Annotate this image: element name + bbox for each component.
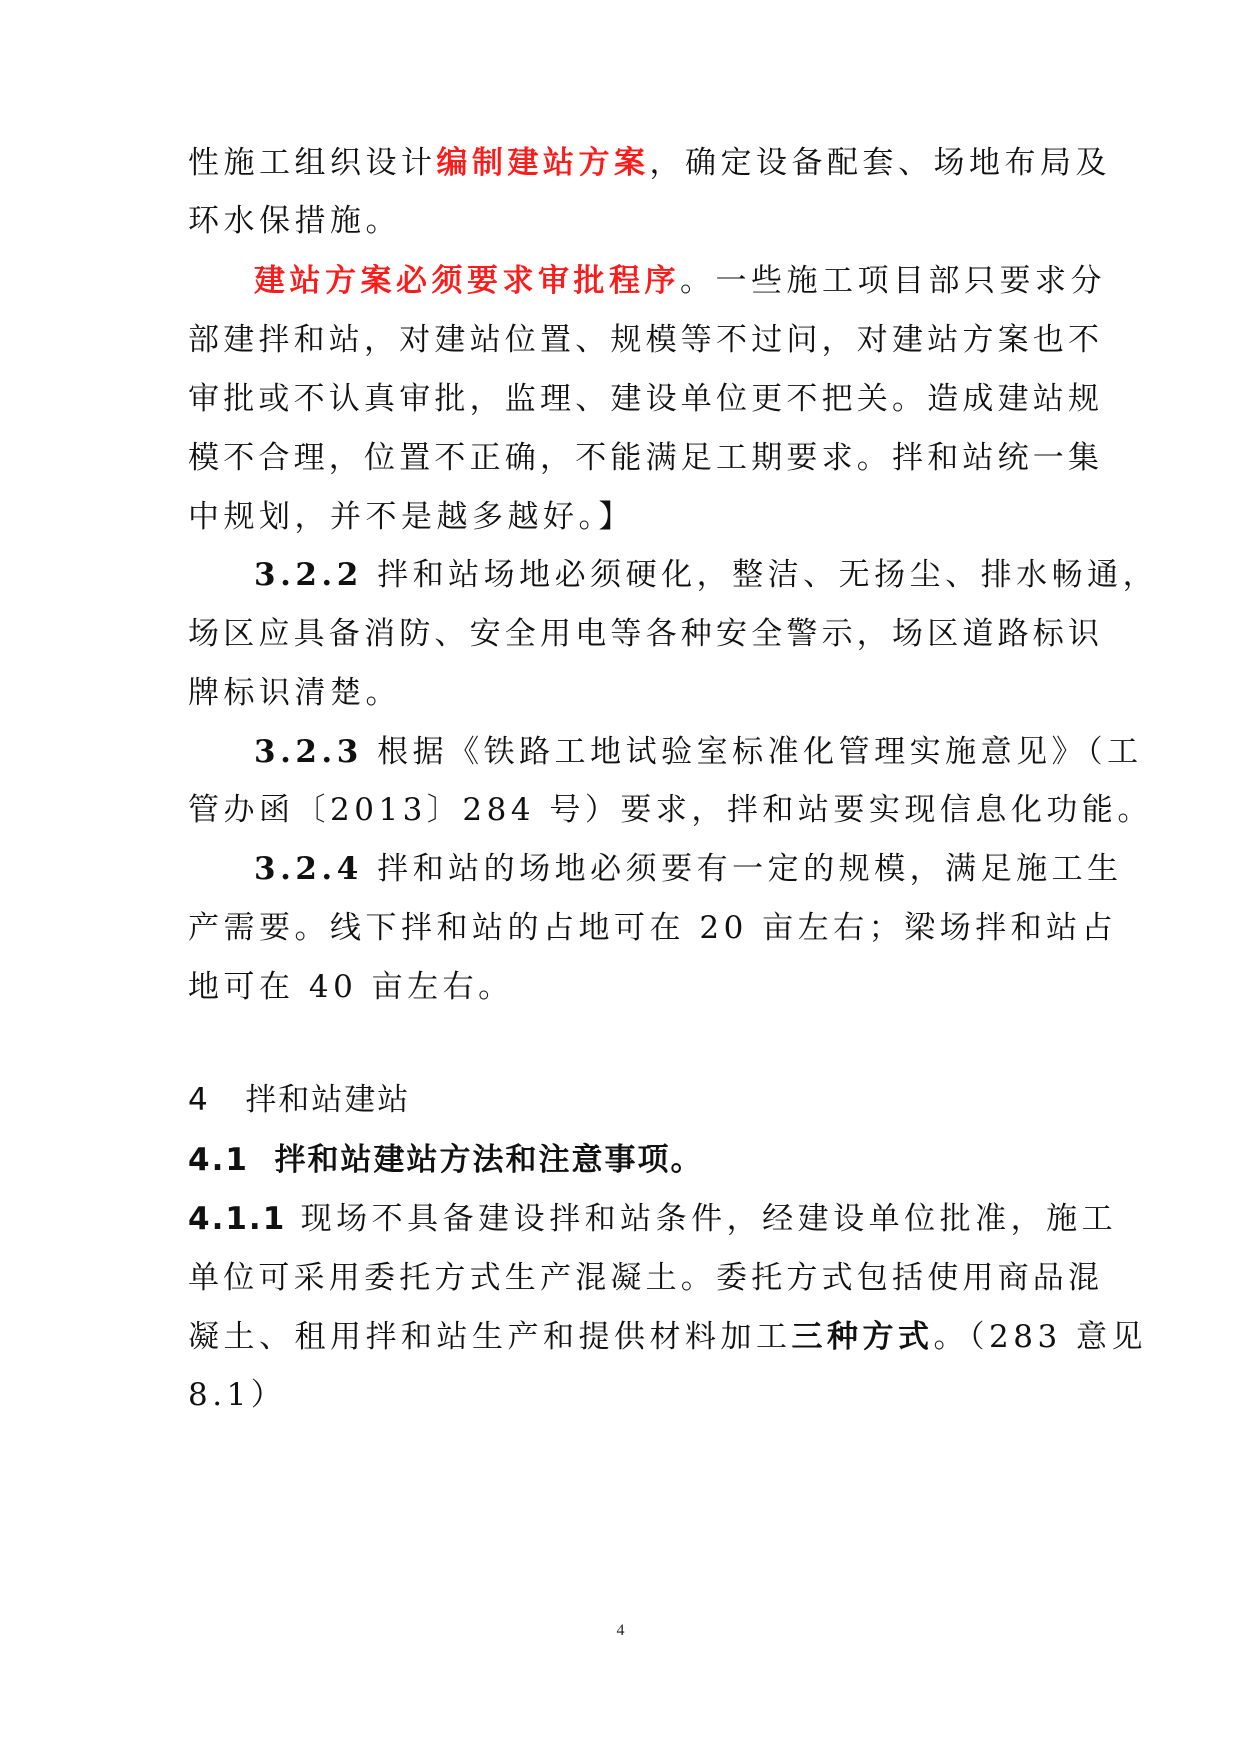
section-number: 3.2.2: [254, 557, 363, 593]
chapter-4-heading: 4 拌和站建站: [188, 1082, 411, 1118]
section-number: 3.2.3: [254, 734, 363, 770]
section-4-1-1-line-3: [188, 1313, 1147, 1361]
section-3-2-2-line-2: 场区应具备消防、安全用电等各种安全警示，场区道路标识: [188, 616, 1104, 652]
section-4-1-1-line-2: 单位可采用委托方式生产混凝土。委托方式包括使用商品混: [188, 1260, 1104, 1296]
text-run: 性施工组织设计: [188, 145, 437, 181]
section-3-2-4-line-3: 地可在 40 亩左右。: [188, 969, 514, 1005]
section-3-2-3-line-2: 管办函〔2013〕284 号）要求，拌和站要实现信息化功能。: [188, 792, 1153, 828]
emphasis-text: 三种方式: [791, 1319, 934, 1355]
text-run: 根据《铁路工地试验室标准化管理实施意见》（工: [362, 734, 1143, 770]
text-run: 凝土、租用拌和站生产和提供材料加工: [188, 1319, 792, 1355]
paragraph-1-line-2: 环水保措施。: [188, 203, 401, 239]
section-4-1-heading: 4.1 拌和站建站方法和注意事项。: [188, 1142, 704, 1178]
section-number: 3.2.4: [254, 851, 363, 887]
section-3-2-4-line-1: [254, 845, 1123, 893]
section-number: 4.1.1: [188, 1201, 287, 1237]
text-run: 拌和站的场地必须要有一定的规模，满足施工生: [362, 851, 1123, 887]
section-3-2-2-line-1: [254, 551, 1158, 599]
paragraph-2-line-4: 模不合理，位置不正确，不能满足工期要求。拌和站统一集: [188, 440, 1104, 476]
paragraph-1-line-1: [188, 139, 1111, 187]
text-run: 现场不具备建设拌和站条件，经建设单位批准，施工: [286, 1201, 1118, 1237]
text-run: 。一些施工项目部只要求分: [680, 263, 1106, 299]
text-run: 。（283 意见: [933, 1319, 1148, 1355]
emphasis-text: 建站方案必须要求审批程序: [254, 263, 680, 299]
paragraph-2-line-3: 审批或不认真审批，监理、建设单位更不把关。造成建站规: [188, 381, 1104, 417]
paragraph-2-line-1: [254, 257, 1106, 305]
paragraph-2-line-2: 部建拌和站，对建站位置、规模等不过问，对建站方案也不: [188, 322, 1104, 358]
section-4-1-1-line-4: 8.1）: [188, 1377, 287, 1413]
text-run: 拌和站场地必须硬化，整洁、无扬尘、排水畅通，: [362, 557, 1159, 593]
text-run: ，确定设备配套、场地布局及: [649, 145, 1111, 181]
paragraph-2-line-5: 中规划，并不是越多越好。】: [188, 499, 634, 535]
section-3-2-3-line-1: [254, 728, 1143, 776]
section-3-2-2-line-3: 牌标识清楚。: [188, 675, 401, 711]
section-3-2-4-line-2: 产需要。线下拌和站的占地可在 20 亩左右；梁场拌和站占: [188, 910, 1118, 946]
section-4-1-1-line-1: [188, 1195, 1117, 1243]
emphasis-text: 编制建站方案: [436, 145, 650, 181]
page-number: 4: [616, 1622, 625, 1639]
